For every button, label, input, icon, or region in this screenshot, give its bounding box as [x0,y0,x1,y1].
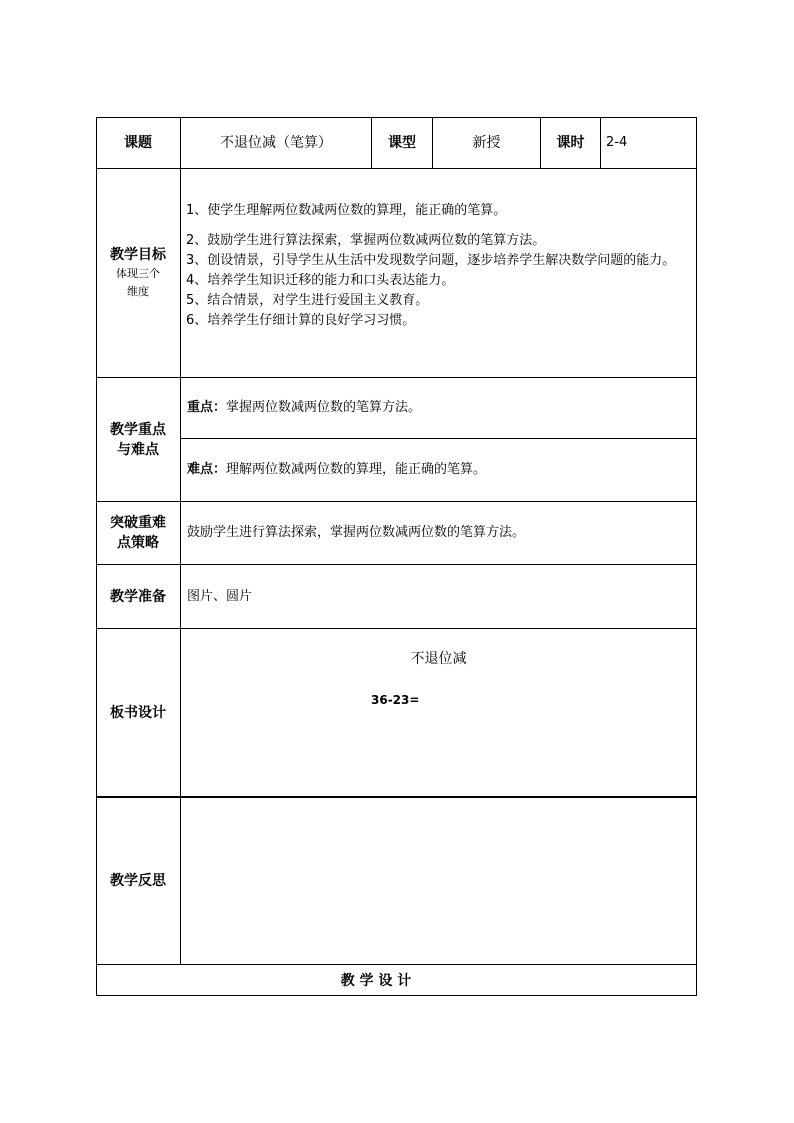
objective-item: 2、鼓励学生进行算法探索，掌握两位数减两位数的笔算方法。 [186,233,546,248]
difficulty-label: 难点： [187,462,227,477]
board-formula: 36-23= [371,693,420,707]
strategy-label-cell [96,502,180,564]
topic-label: 课题 [124,134,152,151]
key-points-label-cell [96,378,180,501]
focus-label: 重点： [187,400,227,415]
objectives-label: 教学目标 [110,247,166,263]
row-divider [96,168,697,169]
col-divider [600,117,601,168]
objectives-sublabel: 维度 [127,285,149,298]
focus-cell [187,378,692,438]
row-divider-thick [96,796,697,798]
focus-text: 掌握两位数减两位数的笔算方法。 [226,400,422,415]
objective-item: 1、使学生理解两位数减两位数的算理，能正确的笔算。 [186,203,507,218]
row-divider [96,628,697,629]
preparation-text: 图片、圆片 [187,588,253,604]
strategy-text: 鼓励学生进行算法探索，掌握两位数减两位数的笔算方法。 [187,525,526,540]
objectives-sublabel: 体现三个 [116,267,160,280]
lesson-plan-table [96,117,697,996]
topic-value: 不退位减（笔算） [220,134,332,151]
objectives-list [186,201,692,331]
difficulty-text: 理解两位数减两位数的算理，能正确的笔算。 [226,462,487,477]
footer-title: 教 学 设 计 [340,973,412,989]
border-right [696,117,697,996]
reflection-label: 教学反思 [110,873,166,889]
objectives-label-cell [96,169,180,377]
objective-item: 4、培养学生知识迁移的能力和口头表达能力。 [186,273,455,288]
board-label: 板书设计 [110,704,166,721]
key-points-label: 教学重点 [110,421,166,438]
objective-item: 3、创设情景，引导学生从生活中发现数学问题，逐步培养学生解决数学问题的能力。 [186,253,676,268]
type-label: 课型 [388,134,416,151]
objective-item: 6、培养学生仔细计算的良好学习习惯。 [186,313,416,328]
difficulty-cell [187,439,692,501]
key-points-label: 与难点 [117,441,159,458]
type-value: 新授 [472,134,501,151]
preparation-label: 教学准备 [110,588,166,605]
strategy-label: 点策略 [117,535,159,551]
period-value: 2-4 [606,134,628,150]
period-label: 课时 [556,134,585,151]
strategy-label: 突破重难 [110,515,166,531]
board-title: 不退位减 [410,651,467,667]
border-bottom [96,995,697,996]
objective-item: 5、结合情景，对学生进行爱国主义教育。 [186,293,429,308]
col-divider [180,117,181,964]
